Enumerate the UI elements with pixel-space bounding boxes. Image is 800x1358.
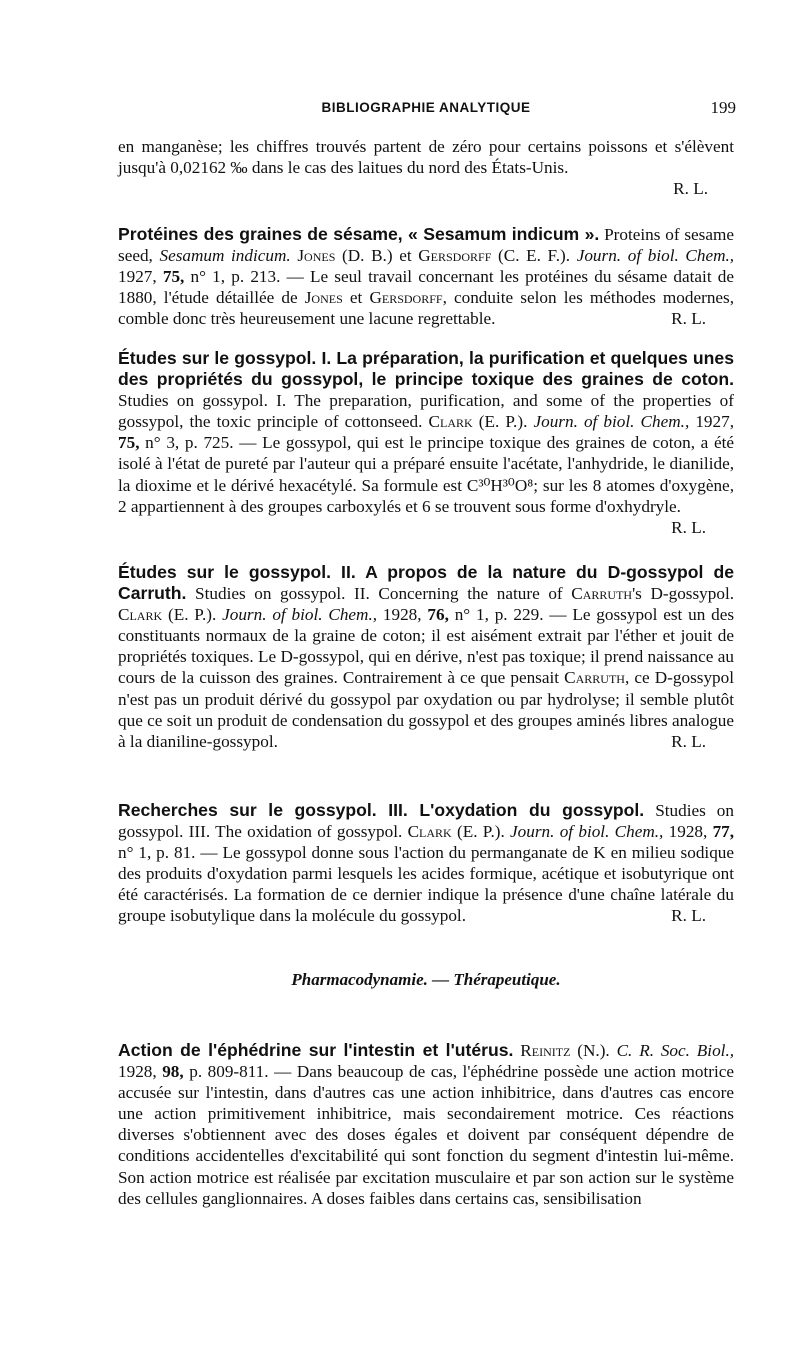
english-title: Studies on gossypol. III. The oxidation of gossypol. <box>118 801 734 842</box>
citation-pages: n° 3, p. 725. <box>145 433 234 453</box>
entry-gossypol-2 <box>118 562 734 752</box>
page-header <box>116 100 736 122</box>
english-title: Proteins of sesame seed, <box>118 225 734 266</box>
citation-volume: 77, <box>712 822 735 842</box>
english-title-end: 's D-gossypol. <box>632 584 735 604</box>
entry-title: Études sur le gossypol. I. La préparation, la purification et quelques unes des propriétés du gossypol, le principe toxique des graines de coton. <box>118 348 734 390</box>
entry-title: Études sur le gossypol. II. A propos de la nature du D-gossypol de Carruth. <box>118 562 734 604</box>
entry-initials: R. L. <box>671 906 706 926</box>
section-heading: Pharmacodynamie. — Thérapeutique. <box>291 970 561 989</box>
author-initials: (E. P.). <box>167 605 217 625</box>
citation-year: 1928, <box>668 822 708 842</box>
entry-gossypol-1 <box>118 348 734 538</box>
citation-volume: 98, <box>162 1062 184 1082</box>
citation-pages: n° 1, p. 213. <box>190 267 281 287</box>
journal-name: Journ. of biol. Chem., <box>576 246 735 266</box>
page-number: 199 <box>710 98 736 117</box>
author-name: Jones <box>304 288 343 308</box>
author-name: Clark <box>407 822 452 842</box>
author-initials: (C. E. F.). <box>498 246 571 266</box>
abstract-text: — Le gossypol donne sous l'action du permanganate de K en milieu sodique des produits d'oxydation parmi lesquels les acides formique, acétique et isobutyrique ont été caractérisés. La formation de ce dernier indique la présence d'une chaîne latérale du groupe isobutylique dans la molécule du gossypol. <box>118 843 735 926</box>
running-title: BIBLIOGRAPHIE ANALYTIQUE <box>321 100 531 115</box>
citation-pages: n° 1, p. 81. <box>118 843 196 863</box>
abstract-text: , conduite selon les méthodes modernes, comble donc très heureusement une lacune regrettable. <box>118 288 735 329</box>
abstract-text: — Le gossypol, qui est le principe toxique des graines de coton, a été isolé à l'état de pureté par l'auteur qui a préparé ensuite l'acétate, l'anhydride, le dianilide, la dioxime et le dérivé hexacétylé. Sa formule est C³⁰H³⁰O⁸; sur les 8 atomes d'oxygène, 2 appartiennent à des groupes carboxylés et 6 se trouvent sous forme d'oxhydryle. <box>118 433 735 516</box>
entry-title: Recherches sur le gossypol. III. L'oxydation du gossypol. <box>118 800 645 820</box>
english-title: Studies on gossypol. II. Concerning the nature of <box>195 584 563 604</box>
entry-gossypol-3 <box>118 800 734 927</box>
abstract-text: — Le seul travail concernant les protéines du sésame datait de 1880, l'étude détaillée de <box>118 267 735 308</box>
entry-initials: R. L. <box>671 309 706 329</box>
continuation-paragraph <box>118 136 734 199</box>
author-name: Gersdorff <box>418 246 492 266</box>
entry-title: Protéines des graines de sésame, « Sesamum indicum ». <box>118 224 600 244</box>
continuation-initials: R. L. <box>673 179 708 199</box>
citation-year: 1928, <box>382 605 422 625</box>
author-initials: (E. P.). <box>478 412 528 432</box>
author-name: Carruth <box>564 668 625 688</box>
author-initials: (N.). <box>577 1041 610 1060</box>
citation-year: 1927, <box>118 267 157 287</box>
abstract-text: — Dans beaucoup de cas, l'éphédrine possède une action motrice accusée sur l'intestin, dans d'autres cas une action inhibitrice, dans d'autres cas encore une action primitivement inhibitrice, mais secondairement motrice. Ces réactions diverses s'obtiennent avec des doses égales et doivent par conséquent dépendre de conditions accidentelles d'excitabilité qui sont fonction du segment d'intestin lui-même. Son action motrice est réalisée par excitation musculaire et par son action sur le système des cellules ganglionnaires. A doses faibles dans certains cas, sensibilisation <box>118 1062 735 1208</box>
entry-title: Action de l'éphédrine sur l'intestin et l'utérus. <box>118 1040 514 1060</box>
author-name: Clark <box>428 412 473 432</box>
author-initials: (E. P.). <box>457 822 505 842</box>
citation-year: 1928, <box>118 1062 157 1082</box>
citation-year: 1927, <box>695 412 734 432</box>
english-title-italic: Sesamum indicum. <box>159 246 291 266</box>
author-name: Jones <box>297 246 336 266</box>
journal-name: Journ. of biol. Chem., <box>533 412 690 432</box>
citation-volume: 76, <box>427 605 449 625</box>
citation-pages: p. 809-811. <box>189 1062 269 1082</box>
author-name: Gersdorff <box>369 288 443 308</box>
continuation-text: en manganèse; les chiffres trouvés partent de zéro pour certains poissons et s'élèvent jusqu'à 0,02162 ‰ dans le cas des laitues du nord des États-Unis. <box>118 137 734 178</box>
author-name: Carruth <box>571 584 633 604</box>
entry-ephedrine <box>118 1040 734 1209</box>
journal-name: C. R. Soc. Biol., <box>616 1041 735 1060</box>
abstract-text: et <box>349 288 363 308</box>
abstract-text: — Le gossypol est un des constituants normaux de la graine de coton; il est aisément extrait par l'éther et jouit de propriétés toxiques. Le D-gossypol, qui en dérive, n'est pas toxique; il prend naissance au cours de la cuisson des graines. Contrairement à ce que pensait <box>118 605 735 688</box>
entry-initials: R. L. <box>671 731 706 751</box>
citation-volume: 75, <box>162 267 185 287</box>
citation-volume: 75, <box>118 433 140 453</box>
abstract-text: , ce D-gossypol n'est pas un produit dérivé du gossypol par oxydation ou par hydrolyse; il semble plutôt que ce soit un produit de condensation du gossypol et des groupes aminés libres analogue à la dianiline-gossypol. <box>118 668 735 751</box>
author-name: Clark <box>118 605 163 625</box>
author-initials: (D. B.) et <box>342 246 412 266</box>
author-name: Reinitz <box>520 1041 571 1060</box>
entry-initials: R. L. <box>671 517 706 537</box>
journal-name: Journ. of biol. Chem., <box>222 605 378 625</box>
citation-pages: n° 1, p. 229. <box>454 605 544 625</box>
journal-name: Journ. of biol. Chem., <box>510 822 664 842</box>
english-title: Studies on gossypol. I. The preparation, purification, and some of the properties of gossypol, the toxic principle of cottonseed. <box>118 391 734 432</box>
entry-sesame-proteins <box>118 224 734 329</box>
